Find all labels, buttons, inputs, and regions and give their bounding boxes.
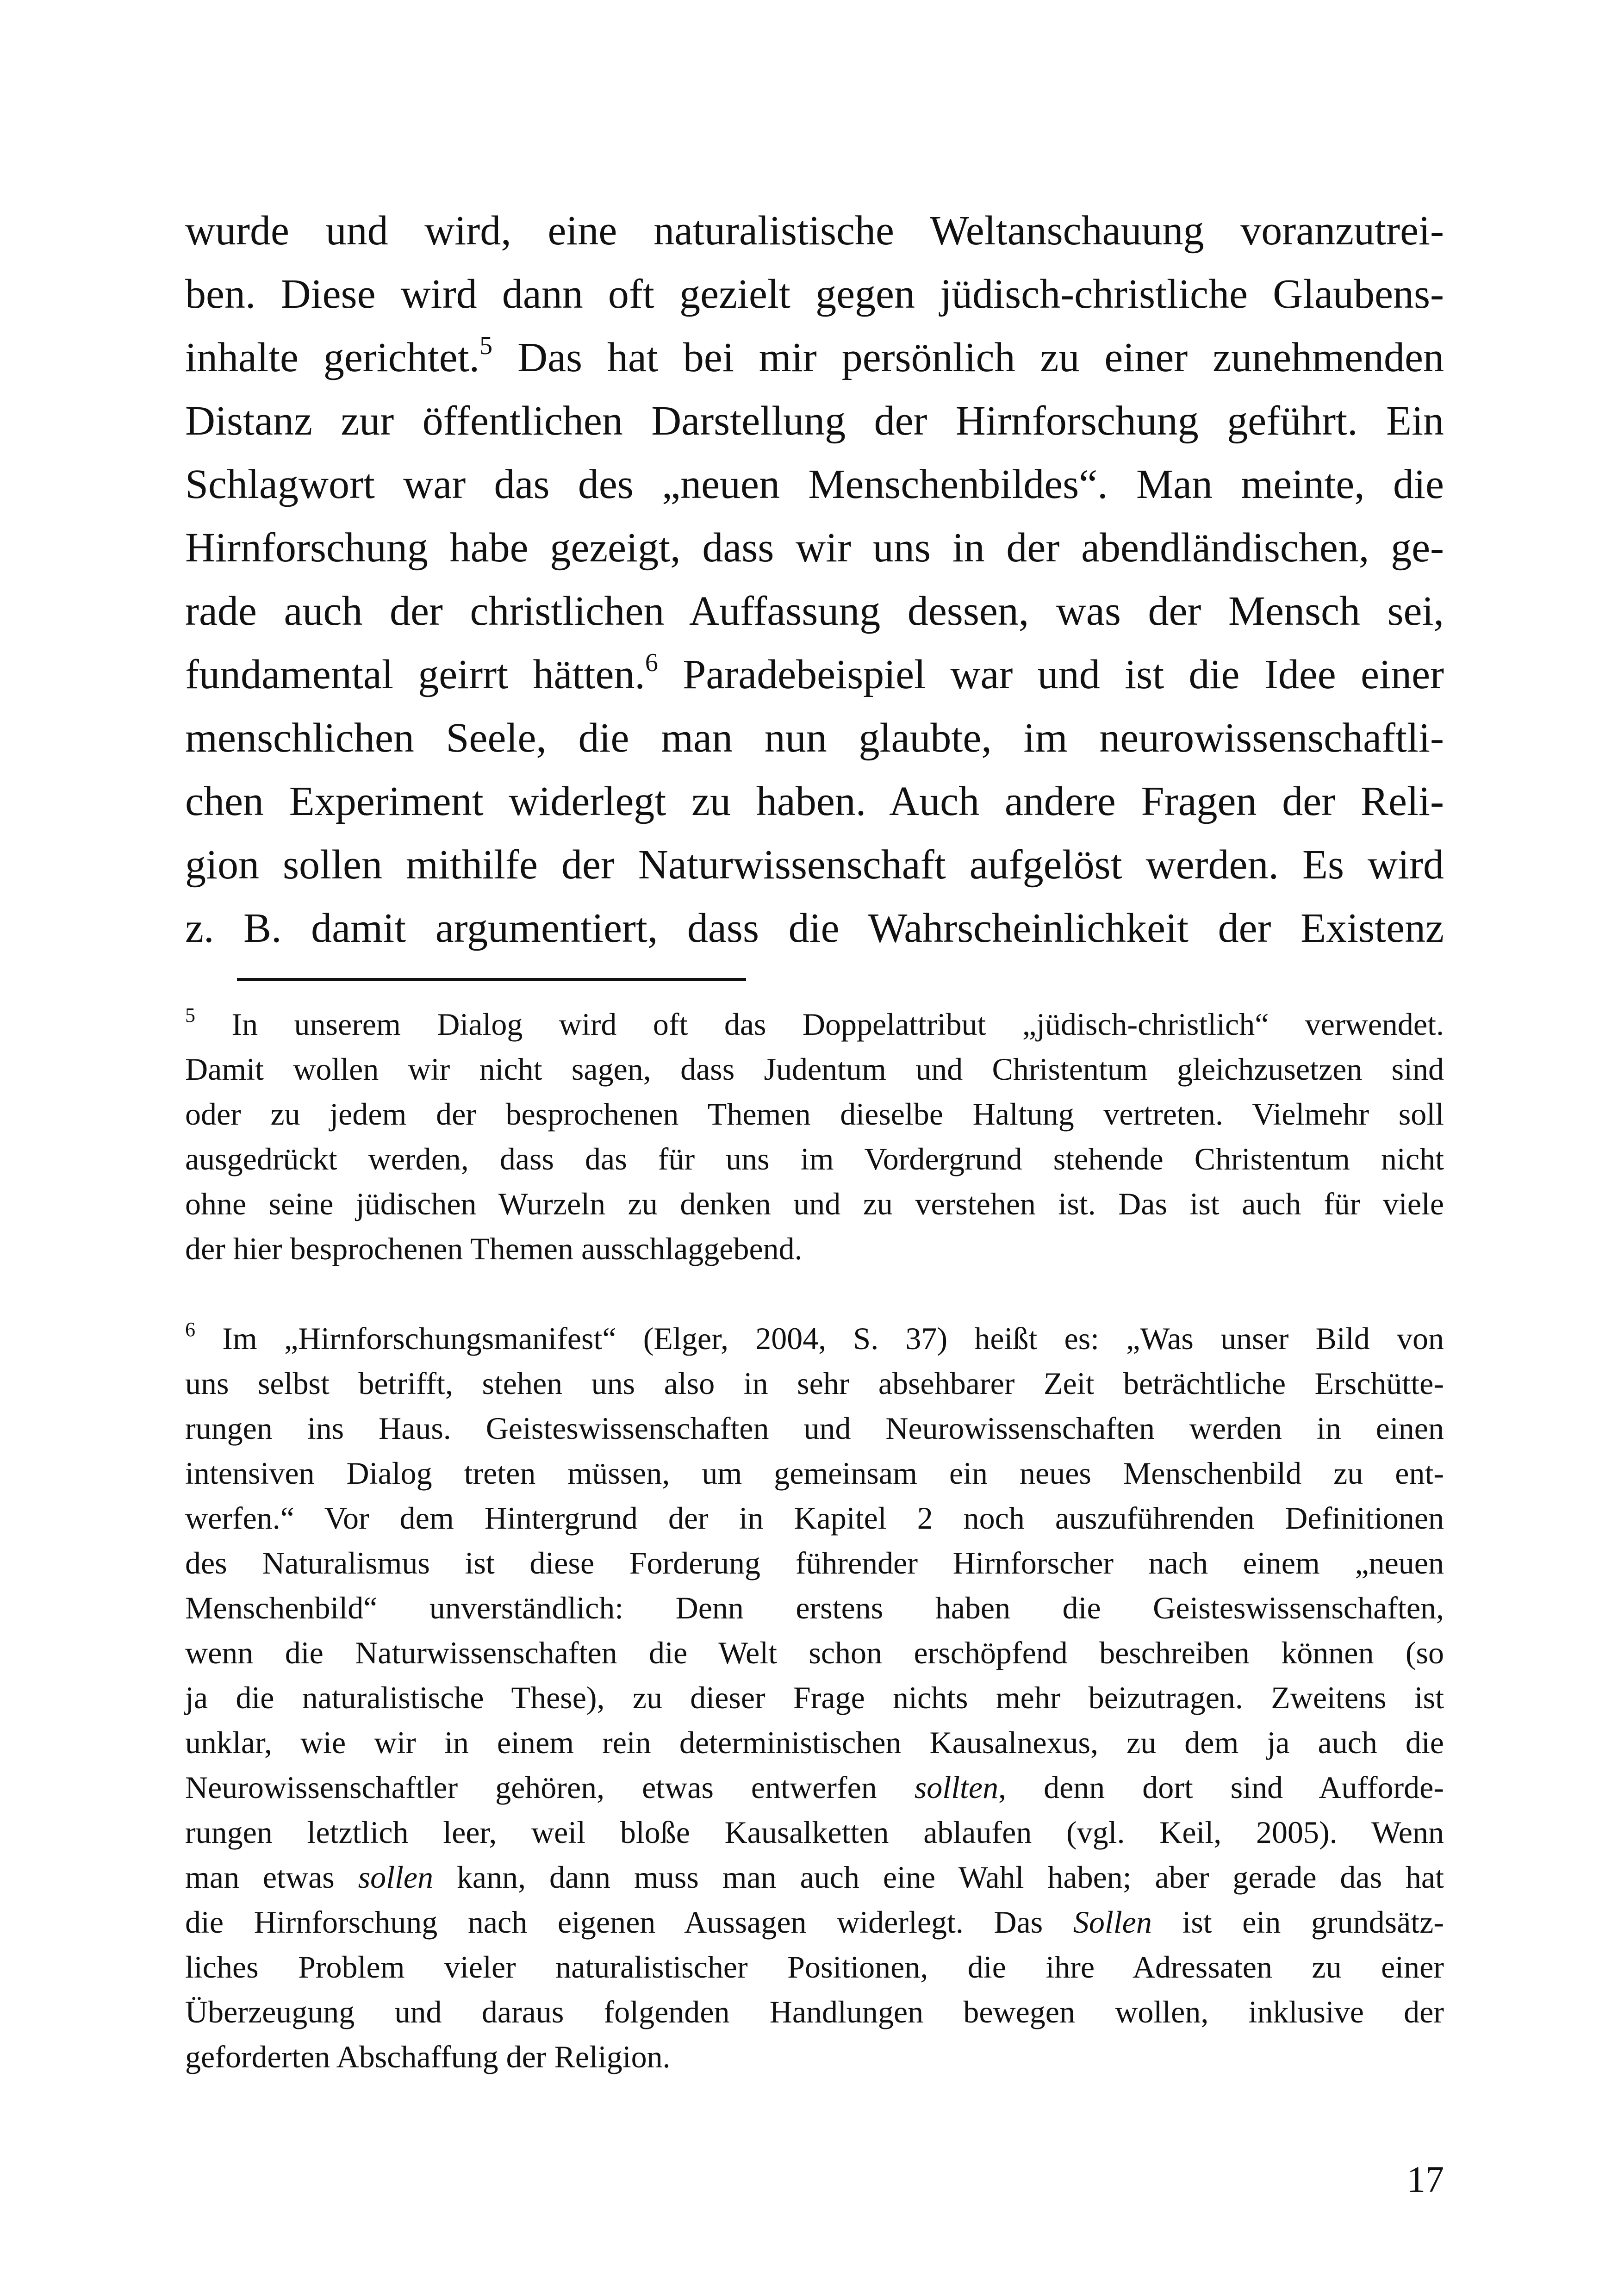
footnote-6-line: liches Problem vieler naturalistischer Positionen, die ihre Adressaten zu einer bbox=[185, 1949, 1444, 1985]
footnote-6-line: Menschenbild“ unverständlich: Denn erstens haben die Geisteswissenschaften, bbox=[185, 1590, 1444, 1625]
text-segment: ist ein grundsätz- bbox=[1151, 1904, 1444, 1940]
footnote-6-line bbox=[185, 1765, 1444, 1810]
footnote-5-line: oder zu jedem der besprochenen Themen dieselbe Haltung vertreten. Vielmehr soll bbox=[185, 1096, 1444, 1132]
footnote-6-line: geforderten Abschaffung der Religion. bbox=[185, 2039, 671, 2074]
text-line: rade auch der christlichen Auffassung dessen, was der Mensch sei, bbox=[185, 588, 1444, 634]
text-segment: Paradebeispiel war und ist die Idee einer bbox=[658, 652, 1444, 697]
footnote-reference-6[interactable]: 6 bbox=[645, 648, 658, 677]
text-line: menschlichen Seele, die man nun glaubte, im neurowissenschaftli- bbox=[185, 715, 1444, 761]
text-segment: , denn dort sind Aufforde- bbox=[998, 1770, 1444, 1805]
text-line: Schlagwort war das des „neuen Menschenbildes“. Man meinte, die bbox=[185, 461, 1444, 507]
text-line: wurde und wird, eine naturalistische Weltanschauung voranzutrei- bbox=[185, 208, 1444, 254]
text-segment: kann, dann muss man auch eine Wahl haben; aber gerade das hat bbox=[433, 1860, 1444, 1895]
footnote-reference-5[interactable]: 5 bbox=[479, 331, 493, 360]
footnote-6-line: uns selbst betrifft, stehen uns also in sehr absehbarer Zeit beträchtliche Erschütte- bbox=[185, 1366, 1444, 1401]
text-line: gion sollen mithilfe der Naturwissenschaft aufgelöst werden. Es wird bbox=[185, 842, 1444, 888]
footnote-separator bbox=[237, 978, 746, 981]
text-line: z. B. damit argumentiert, dass die Wahrscheinlichkeit der Existenz bbox=[185, 905, 1444, 951]
text-line bbox=[185, 326, 1444, 389]
footnote-5-line: ausgedrückt werden, dass das für uns im Vordergrund stehende Christentum nicht bbox=[185, 1141, 1444, 1176]
text-line: ben. Diese wird dann oft gezielt gegen jüdisch-christliche Glaubens- bbox=[185, 271, 1444, 317]
text-segment: In unserem Dialog wird oft das Doppelattribut „jüdisch-christlich“ verwendet. bbox=[195, 1007, 1444, 1042]
text-segment: inhalte gerichtet. bbox=[185, 335, 480, 380]
footnote-gap bbox=[185, 1271, 1444, 1316]
footnote-6-line: ja die naturalistische These), zu dieser Frage nichts mehr beizutragen. Zweitens ist bbox=[185, 1680, 1444, 1715]
footnote-6-line: unklar, wie wir in einem rein deterministischen Kausalnexus, zu dem ja auch die bbox=[185, 1725, 1444, 1760]
footnote-5-line: ohne seine jüdischen Wurzeln zu denken und zu verstehen ist. Das ist auch für viele bbox=[185, 1186, 1444, 1221]
text-segment: Das hat bei mir persönlich zu einer zunehmenden bbox=[492, 335, 1444, 380]
page-number: 17 bbox=[1407, 2159, 1444, 2200]
footnote-6-line: rungen ins Haus. Geisteswissenschaften und Neurowissenschaften werden in einen bbox=[185, 1411, 1444, 1446]
footnote-number: 6 bbox=[185, 1318, 195, 1341]
text-line: chen Experiment widerlegt zu haben. Auch andere Fragen der Reli- bbox=[185, 778, 1444, 824]
footnote-6-line: werfen.“ Vor dem Hintergrund der in Kapitel 2 noch auszuführenden Definitionen bbox=[185, 1500, 1444, 1536]
footnote-6-line bbox=[185, 1316, 1444, 1361]
emphasis: sollen bbox=[358, 1860, 434, 1895]
text-line bbox=[185, 643, 1444, 706]
footnote-5-line bbox=[185, 1002, 1444, 1047]
footnote-6-line: des Naturalismus ist diese Forderung führender Hirnforscher nach einem „neuen bbox=[185, 1545, 1444, 1580]
text-segment: die Hirnforschung nach eigenen Aussagen widerlegt. Das bbox=[185, 1904, 1073, 1940]
footnote-6-line: Überzeugung und daraus folgenden Handlungen bewegen wollen, inklusive der bbox=[185, 1994, 1444, 2029]
text-line: Hirnforschung habe gezeigt, dass wir uns in der abendländischen, ge- bbox=[185, 525, 1444, 571]
footnote-6-line bbox=[185, 1900, 1444, 1945]
text-segment: fundamental geirrt hätten. bbox=[185, 652, 645, 697]
footnote-6-line bbox=[185, 1855, 1444, 1900]
text-segment: Im „Hirnforschungsmanifest“ (Elger, 2004, S. 37) heißt es: „Was unser Bild von bbox=[195, 1321, 1444, 1356]
footnote-6-line: wenn die Naturwissenschaften die Welt schon erschöpfend beschreiben können (so bbox=[185, 1635, 1444, 1670]
footnotes bbox=[185, 1002, 1444, 2079]
emphasis: Sollen bbox=[1073, 1904, 1152, 1940]
footnote-5-line: der hier besprochenen Themen ausschlaggebend. bbox=[185, 1231, 803, 1266]
footnote-5-line: Damit wollen wir nicht sagen, dass Judentum und Christentum gleichzusetzen sind bbox=[185, 1052, 1444, 1087]
emphasis: sollten bbox=[914, 1770, 999, 1805]
footnote-6-line: rungen letztlich leer, weil bloße Kausalketten ablaufen (vgl. Keil, 2005). Wenn bbox=[185, 1815, 1444, 1850]
body-text bbox=[185, 199, 1444, 960]
footnote-6-line: intensiven Dialog treten müssen, um gemeinsam ein neues Menschenbild zu ent- bbox=[185, 1456, 1444, 1491]
text-line: Distanz zur öffentlichen Darstellung der Hirnforschung geführt. Ein bbox=[185, 398, 1444, 444]
text-segment: Neurowissenschaftler gehören, etwas entwerfen bbox=[185, 1770, 915, 1805]
footnote-number: 5 bbox=[185, 1004, 195, 1027]
text-segment: man etwas bbox=[185, 1860, 358, 1895]
